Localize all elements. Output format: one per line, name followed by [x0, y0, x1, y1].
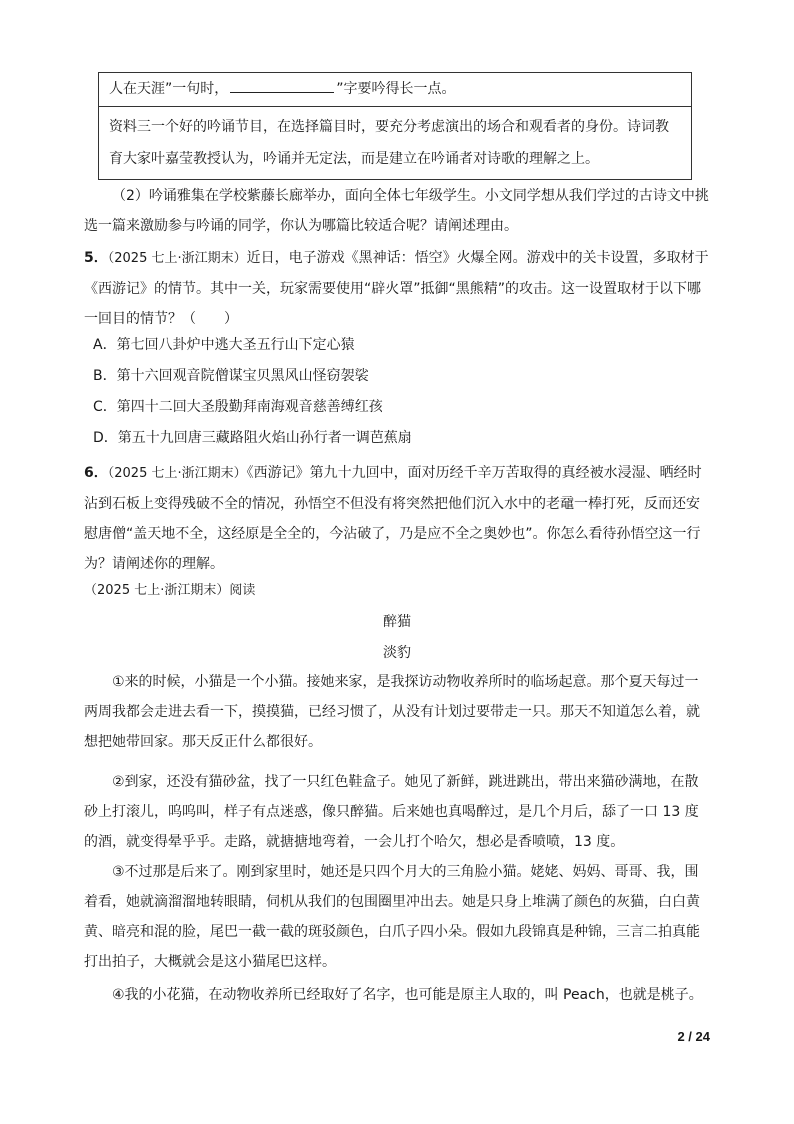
article-paragraph-4: ④我的小花猫，在动物收养所已经取好了名字，也可能是原主人取的，叫 Peach，也就是桃子。 [112, 987, 703, 1003]
question-5 [84, 243, 710, 334]
question-number: 5． [84, 250, 108, 266]
table-row [99, 107, 692, 180]
table-cell [99, 73, 692, 107]
question-source: （2025 七上·浙江期末） [107, 251, 247, 266]
article-paragraph-2: ②到家，还没有猫砂盆，找了一只红色鞋盒子。她见了新鲜，跳进跳出，带出来猫砂满地，在散砂上打滚儿，呜呜叫，样子有点迷惑，像只醉猫。后来她也真喝醉过，是几个月后，舔了一口 13 度的酒，就变得晕乎乎。走路，就搪搪地弯着，一会儿打个哈欠，想必是香喷喷，13 度。 [84, 774, 699, 850]
option-a: A．第七回八卦炉中逃大圣五行山下定心猿 [93, 337, 355, 353]
question-text: 近日，电子游戏《黑神话：悟空》火爆全网。游戏中的关卡设置，多取材于《西游记》的情节。其中一关，玩家需要使用“辟火罩”抵御“黑熊精”的攻击。这一设置取材于以下哪一回目的情节？（ ） [84, 250, 709, 327]
table-text: ”字要吟得长一点。 [336, 81, 456, 97]
article-paragraph-1: ①来的时候，小猫是一个小猫。接她来家，是我探访动物收养所时的临场起意。那个夏天每过一两周我都会走进去看一下，摸摸猫，已经习惯了，从没有计划过要带走一只。那天不知道怎么着，就想把她带回家。那天反正什么都很好。 [84, 674, 700, 750]
page-number: 2 / 24 [677, 1029, 710, 1044]
question-number: 6． [84, 465, 108, 481]
table-cell: 资料三一个好的吟诵节目，在选择篇目时，要充分考虑演出的场合和观看者的身份。诗词教育大家叶嘉莹教授认为，吟诵并无定法，而是建立在吟诵者对诗歌的理解之上。 [99, 107, 692, 180]
article-paragraph-3: ③不过那是后来了。刚到家里时，她还是只四个月大的三角脸小猫。姥姥、妈妈、哥哥、我，围着看，她就滴溜溜地转眼睛，伺机从我们的包围圈里冲出去。她是只身上堆满了颜色的灰猫，白白黄黄、暗亮和混的脸，尾巴一截一截的斑驳颜色，白爪子四小朵。假如九段锦真是种锦，三言二拍真能打出拍子，大概就会是这小猫尾巴这样。 [84, 864, 700, 970]
option-c: C．第四十二回大圣殷勤拜南海观音慈善缚红孩 [93, 399, 383, 415]
question-4-2: （2）吟诵雅集在学校紫藤长廊举办，面向全体七年级学生。小文同学想从我们学过的古诗文中挑选一篇来激励参与吟诵的同学，你认为哪篇比较适合呢？请阐述理由。 [84, 188, 709, 234]
question-6 [84, 458, 710, 579]
material-table [98, 72, 692, 180]
table-text: 人在天涯”一句时， [109, 81, 229, 97]
question-text: 《西游记》第九十九回中，面对历经千辛万苦取得的真经被水浸湿、晒经时沾到石板上变得残破不全的情况，孙悟空不但没有将突然把他们沉入水中的老黿一棒打死，反而还安慰唐僧“盖天地不全，这经原是全全的，今沾破了，乃是应不全之奥妙也”。你怎么看待孙悟空这一行为？请阐述你的理解。 [84, 465, 702, 572]
article-title: 醉猫 [383, 614, 411, 630]
table-row [99, 73, 692, 107]
option-d: D．第五十九回唐三藏路阻火焰山孙行者一调芭蕉扇 [93, 430, 412, 446]
reading-intro: （2025 七上·浙江期末）阅读 [84, 583, 256, 598]
question-source: （2025 七上·浙江期末） [107, 466, 247, 481]
article-author: 淡豹 [383, 645, 411, 661]
answer-blank [230, 78, 334, 93]
option-b: B．第十六回观音院僧谋宝贝黑风山怪窃袈裟 [93, 368, 369, 384]
